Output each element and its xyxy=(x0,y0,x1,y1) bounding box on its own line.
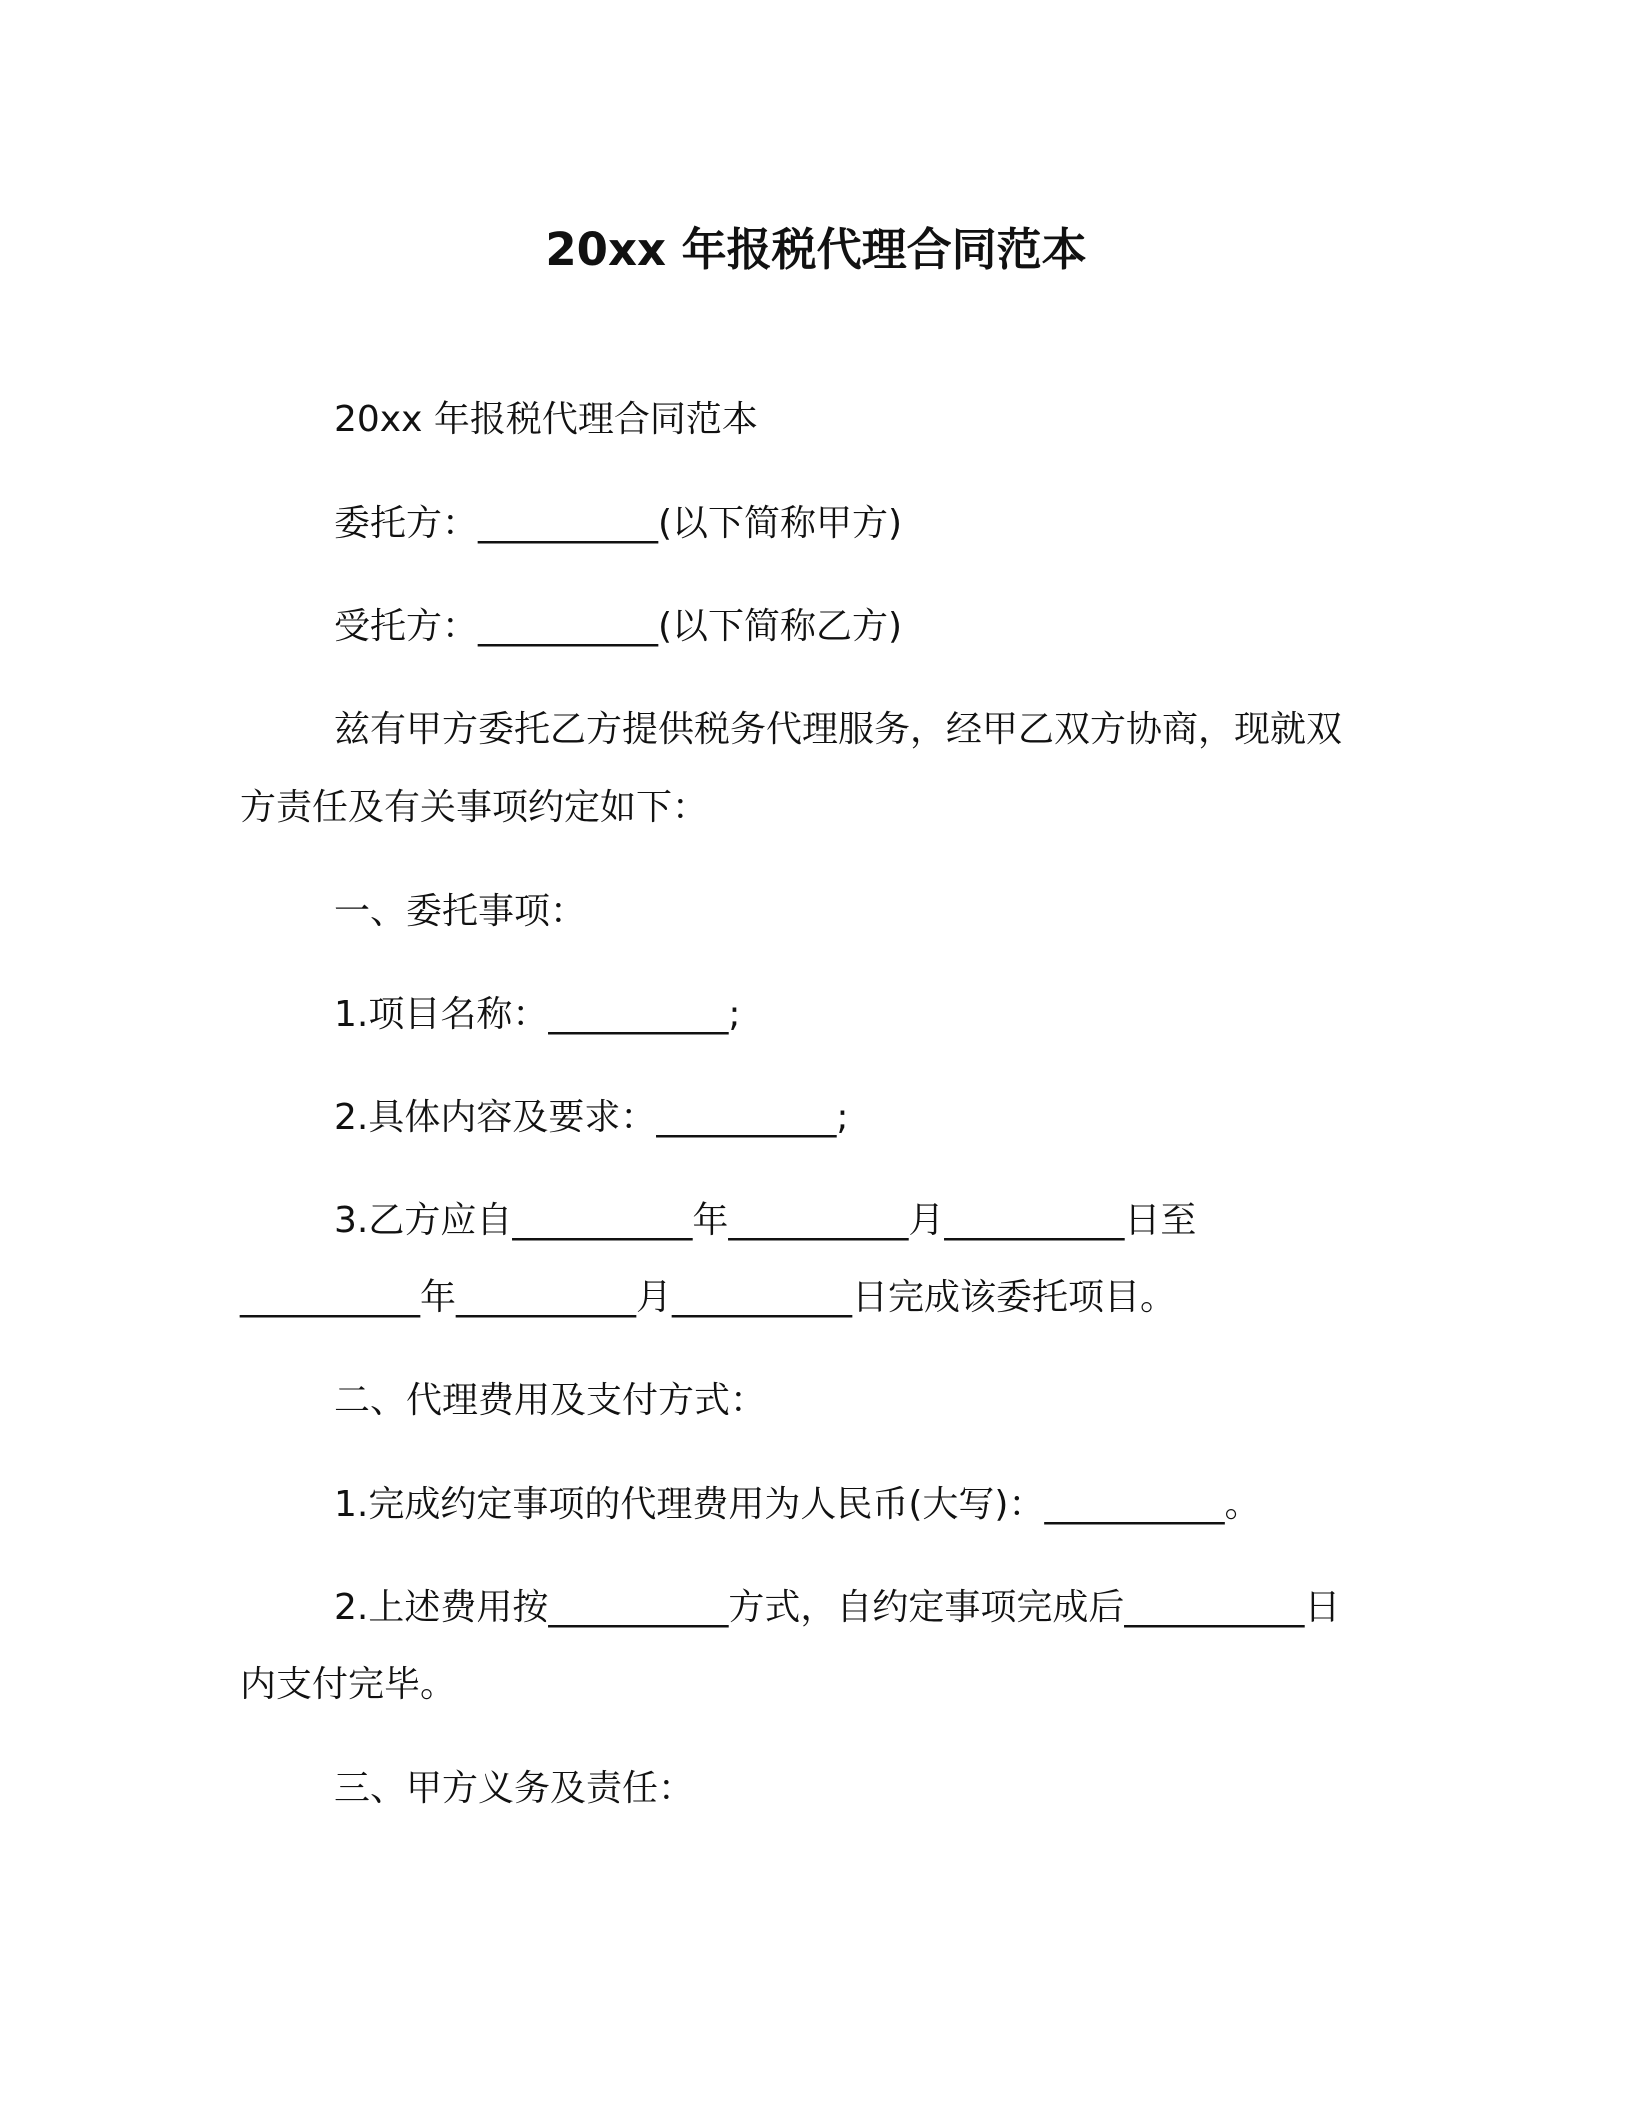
clause-1-2: 2.具体内容及要求：__________; xyxy=(334,1097,849,1138)
clause-2-1: 1.完成约定事项的代理费用为人民币(大写)：__________。 xyxy=(334,1484,1261,1525)
preamble-line-2: 方责任及有关事项约定如下： xyxy=(240,787,709,828)
agent-line: 受托方：__________(以下简称乙方) xyxy=(334,606,903,647)
clause-1-1: 1.项目名称：__________; xyxy=(334,994,741,1035)
section-heading-2: 二、代理费用及支付方式： xyxy=(334,1380,767,1421)
document-title: 20xx 年报税代理合同范本 xyxy=(545,223,1087,276)
clause-2-2-line-1: 2.上述费用按__________方式，自约定事项完成后__________日 xyxy=(334,1587,1341,1628)
subtitle-line: 20xx 年报税代理合同范本 xyxy=(334,399,758,440)
section-heading-3: 三、甲方义务及责任： xyxy=(334,1768,695,1809)
clause-1-3-line-1: 3.乙方应自__________年__________月__________日至 xyxy=(334,1200,1197,1241)
clause-2-2-line-2: 内支付完毕。 xyxy=(240,1664,457,1705)
section-heading-1: 一、委托事项： xyxy=(334,891,587,932)
principal-line: 委托方：__________(以下简称甲方) xyxy=(334,503,903,544)
preamble-line-1: 兹有甲方委托乙方提供税务代理服务，经甲乙双方协商，现就双 xyxy=(334,709,1343,750)
clause-1-3-line-2: __________年__________月__________日完成该委托项目。 xyxy=(240,1277,1177,1318)
